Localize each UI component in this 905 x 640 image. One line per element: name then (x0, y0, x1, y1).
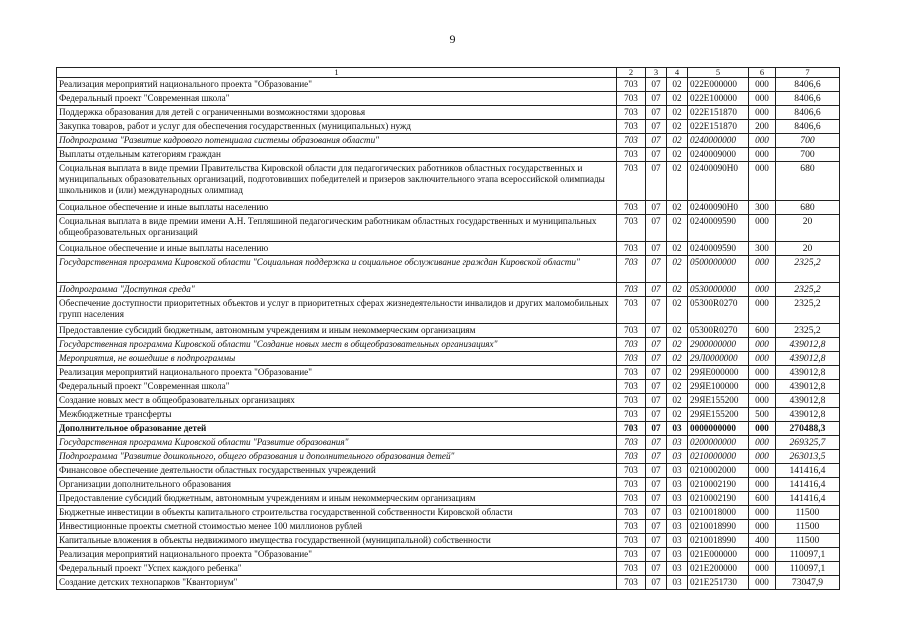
row-name-cell: Капитальные вложения в объекты недвижимого имущества государственной (муниципальной) собственности (57, 534, 617, 548)
row-expense-type-cell: 000 (749, 297, 776, 324)
row-subsection-cell: 03 (667, 464, 688, 478)
row-subsection-cell: 03 (667, 576, 688, 590)
row-subsection-cell: 03 (667, 534, 688, 548)
table-row (57, 106, 840, 120)
row-target-article-cell: 05300R0270 (688, 297, 749, 324)
header-cell-subsection: 4 (667, 68, 688, 78)
row-name-cell: Социальное обеспечение и иные выплаты населению (57, 242, 617, 256)
row-subsection-cell: 02 (667, 201, 688, 215)
row-amount-cell: 700 (776, 148, 840, 162)
row-subsection-cell: 03 (667, 506, 688, 520)
row-section-cell: 07 (646, 548, 667, 562)
table-row (57, 338, 840, 352)
row-target-article-cell: 0240000000 (688, 134, 749, 148)
table-row (57, 366, 840, 380)
row-ministry-cell: 703 (617, 478, 646, 492)
table-row (57, 324, 840, 338)
row-expense-type-cell: 000 (749, 366, 776, 380)
budget-table (56, 67, 840, 590)
row-subsection-cell: 02 (667, 215, 688, 242)
row-section-cell: 07 (646, 106, 667, 120)
row-amount-cell: 141416,4 (776, 492, 840, 506)
row-target-article-cell: 021E000000 (688, 548, 749, 562)
row-ministry-cell: 703 (617, 120, 646, 134)
row-section-cell: 07 (646, 256, 667, 283)
row-section-cell: 07 (646, 283, 667, 297)
row-section-cell: 07 (646, 297, 667, 324)
row-ministry-cell: 703 (617, 436, 646, 450)
row-target-article-cell: 0210018990 (688, 520, 749, 534)
row-section-cell: 07 (646, 162, 667, 201)
table-row (57, 506, 840, 520)
row-name-cell: Предоставление субсидий бюджетным, автономным учреждениям и иным некоммерческим организациям (57, 492, 617, 506)
row-expense-type-cell: 200 (749, 120, 776, 134)
row-ministry-cell: 703 (617, 134, 646, 148)
row-amount-cell: 8406,6 (776, 120, 840, 134)
row-section-cell: 07 (646, 576, 667, 590)
row-subsection-cell: 02 (667, 256, 688, 283)
page-number: 9 (449, 32, 456, 46)
row-subsection-cell: 02 (667, 394, 688, 408)
row-section-cell: 07 (646, 422, 667, 436)
row-name-cell: Межбюджетные трансферты (57, 408, 617, 422)
table-row (57, 576, 840, 590)
table-row (57, 148, 840, 162)
row-section-cell: 07 (646, 492, 667, 506)
table-row (57, 464, 840, 478)
row-section-cell: 07 (646, 534, 667, 548)
row-amount-cell: 11500 (776, 506, 840, 520)
row-name-cell: Организации дополнительного образования (57, 478, 617, 492)
header-cell-target-article: 5 (688, 68, 749, 78)
row-amount-cell: 439012,8 (776, 366, 840, 380)
row-target-article-cell: 0530000000 (688, 283, 749, 297)
row-ministry-cell: 703 (617, 394, 646, 408)
row-amount-cell: 2325,2 (776, 283, 840, 297)
row-expense-type-cell: 000 (749, 352, 776, 366)
row-ministry-cell: 703 (617, 352, 646, 366)
row-name-cell: Федеральный проект "Современная школа" (57, 92, 617, 106)
row-subsection-cell: 02 (667, 242, 688, 256)
row-name-cell: Социальное обеспечение и иные выплаты населению (57, 201, 617, 215)
row-section-cell: 07 (646, 394, 667, 408)
table-row (57, 201, 840, 215)
row-subsection-cell: 02 (667, 134, 688, 148)
row-ministry-cell: 703 (617, 148, 646, 162)
row-ministry-cell: 703 (617, 338, 646, 352)
row-expense-type-cell: 300 (749, 201, 776, 215)
table-row (57, 242, 840, 256)
row-name-cell: Инвестиционные проекты сметной стоимостью менее 100 миллионов рублей (57, 520, 617, 534)
table-row (57, 92, 840, 106)
row-name-cell: Закупка товаров, работ и услуг для обеспечения государственных (муниципальных) нужд (57, 120, 617, 134)
row-expense-type-cell: 000 (749, 215, 776, 242)
row-amount-cell: 141416,4 (776, 464, 840, 478)
row-name-cell: Создание новых мест в общеобразовательных организациях (57, 394, 617, 408)
table-row (57, 562, 840, 576)
table-row (57, 352, 840, 366)
row-name-cell: Реализация мероприятий национального проекта "Образование" (57, 548, 617, 562)
row-amount-cell: 11500 (776, 520, 840, 534)
row-section-cell: 07 (646, 506, 667, 520)
row-ministry-cell: 703 (617, 283, 646, 297)
row-ministry-cell: 703 (617, 297, 646, 324)
row-ministry-cell: 703 (617, 492, 646, 506)
row-target-article-cell: 022E000000 (688, 78, 749, 92)
row-target-article-cell: 0240009590 (688, 215, 749, 242)
row-subsection-cell: 03 (667, 548, 688, 562)
row-expense-type-cell: 000 (749, 548, 776, 562)
row-subsection-cell: 02 (667, 380, 688, 394)
row-ministry-cell: 703 (617, 242, 646, 256)
row-amount-cell: 700 (776, 134, 840, 148)
row-expense-type-cell: 000 (749, 134, 776, 148)
row-subsection-cell: 02 (667, 78, 688, 92)
row-amount-cell: 110097,1 (776, 562, 840, 576)
row-target-article-cell: 29ЯE155200 (688, 408, 749, 422)
row-expense-type-cell: 000 (749, 422, 776, 436)
row-amount-cell: 680 (776, 201, 840, 215)
row-section-cell: 07 (646, 478, 667, 492)
table-header-row (57, 68, 840, 78)
row-target-article-cell: 0210000000 (688, 450, 749, 464)
row-amount-cell: 8406,6 (776, 106, 840, 120)
table-row (57, 422, 840, 436)
row-subsection-cell: 02 (667, 120, 688, 134)
row-amount-cell: 20 (776, 242, 840, 256)
row-target-article-cell: 0200000000 (688, 436, 749, 450)
row-ministry-cell: 703 (617, 201, 646, 215)
table-row (57, 436, 840, 450)
row-subsection-cell: 03 (667, 520, 688, 534)
row-ministry-cell: 703 (617, 576, 646, 590)
header-cell-name: 1 (57, 68, 617, 78)
row-expense-type-cell: 000 (749, 576, 776, 590)
row-target-article-cell: 29Л0000000 (688, 352, 749, 366)
row-ministry-cell: 703 (617, 506, 646, 520)
row-name-cell: Государственная программа Кировской области "Создание новых мест в общеобразовательных организациях" (57, 338, 617, 352)
table-row (57, 134, 840, 148)
row-name-cell: Подпрограмма "Развитие кадрового потенциала системы образования области" (57, 134, 617, 148)
row-name-cell: Государственная программа Кировской области "Социальная поддержка и социальное обслуживание граждан Кировской области" (57, 256, 617, 283)
row-ministry-cell: 703 (617, 92, 646, 106)
row-section-cell: 07 (646, 380, 667, 394)
row-ministry-cell: 703 (617, 422, 646, 436)
row-amount-cell: 439012,8 (776, 380, 840, 394)
row-expense-type-cell: 000 (749, 380, 776, 394)
header-cell-ministry: 2 (617, 68, 646, 78)
row-target-article-cell: 2900000000 (688, 338, 749, 352)
row-name-cell: Дополнительное образование детей (57, 422, 617, 436)
row-expense-type-cell: 500 (749, 408, 776, 422)
row-name-cell: Бюджетные инвестиции в объекты капитального строительства государственной собственности Кировской области (57, 506, 617, 520)
row-amount-cell: 439012,8 (776, 408, 840, 422)
row-amount-cell: 270488,3 (776, 422, 840, 436)
row-section-cell: 07 (646, 520, 667, 534)
row-amount-cell: 2325,2 (776, 324, 840, 338)
row-subsection-cell: 03 (667, 562, 688, 576)
row-amount-cell: 439012,8 (776, 338, 840, 352)
row-expense-type-cell: 000 (749, 106, 776, 120)
row-expense-type-cell: 300 (749, 242, 776, 256)
row-expense-type-cell: 600 (749, 492, 776, 506)
row-section-cell: 07 (646, 408, 667, 422)
row-amount-cell: 269325,7 (776, 436, 840, 450)
row-expense-type-cell: 000 (749, 78, 776, 92)
row-ministry-cell: 703 (617, 78, 646, 92)
row-target-article-cell: 05300R0270 (688, 324, 749, 338)
row-subsection-cell: 02 (667, 92, 688, 106)
row-ministry-cell: 703 (617, 520, 646, 534)
row-subsection-cell: 02 (667, 297, 688, 324)
row-target-article-cell: 022E151870 (688, 120, 749, 134)
row-ministry-cell: 703 (617, 256, 646, 283)
row-ministry-cell: 703 (617, 366, 646, 380)
row-expense-type-cell: 000 (749, 478, 776, 492)
row-subsection-cell: 03 (667, 422, 688, 436)
table-row (57, 520, 840, 534)
row-amount-cell: 73047,9 (776, 576, 840, 590)
row-section-cell: 07 (646, 215, 667, 242)
row-ministry-cell: 703 (617, 106, 646, 120)
row-name-cell: Социальная выплата в виде премии Правительства Кировской области для педагогических работников областных государственных и муниципальных образовательных организаций, подготовивших победителей и призеров заключительного этапа всероссийской олимпиады школьников и (или) международных олимпиад (57, 162, 617, 201)
row-section-cell: 07 (646, 338, 667, 352)
table-row (57, 256, 840, 283)
row-target-article-cell: 0240009000 (688, 148, 749, 162)
row-name-cell: Федеральный проект "Успех каждого ребенка" (57, 562, 617, 576)
table-row (57, 548, 840, 562)
row-expense-type-cell: 000 (749, 148, 776, 162)
row-name-cell: Финансовое обеспечение деятельности областных государственных учреждений (57, 464, 617, 478)
row-target-article-cell: 0210002000 (688, 464, 749, 478)
row-expense-type-cell: 000 (749, 520, 776, 534)
row-ministry-cell: 703 (617, 215, 646, 242)
row-section-cell: 07 (646, 436, 667, 450)
table-row (57, 215, 840, 242)
row-expense-type-cell: 000 (749, 562, 776, 576)
row-name-cell: Поддержка образования для детей с ограниченными возможностями здоровья (57, 106, 617, 120)
row-target-article-cell: 022E100000 (688, 92, 749, 106)
row-target-article-cell: 0210002190 (688, 492, 749, 506)
row-name-cell: Социальная выплата в виде премии имени А.Н. Тепляшиной педагогическим работникам областных государственных и муниципальных общеобразовательных организаций (57, 215, 617, 242)
row-target-article-cell: 0240009590 (688, 242, 749, 256)
row-section-cell: 07 (646, 134, 667, 148)
table-row (57, 78, 840, 92)
row-section-cell: 07 (646, 366, 667, 380)
row-target-article-cell: 022E151870 (688, 106, 749, 120)
row-name-cell: Выплаты отдельным категориям граждан (57, 148, 617, 162)
row-expense-type-cell: 600 (749, 324, 776, 338)
row-subsection-cell: 02 (667, 352, 688, 366)
row-name-cell: Подпрограмма "Доступная среда" (57, 283, 617, 297)
row-target-article-cell: 02400090H0 (688, 162, 749, 201)
row-expense-type-cell: 000 (749, 162, 776, 201)
header-cell-section: 3 (646, 68, 667, 78)
row-subsection-cell: 02 (667, 148, 688, 162)
row-name-cell: Создание детских технопарков "Кванториум" (57, 576, 617, 590)
row-ministry-cell: 703 (617, 380, 646, 394)
row-target-article-cell: 0210018000 (688, 506, 749, 520)
row-subsection-cell: 02 (667, 106, 688, 120)
row-section-cell: 07 (646, 92, 667, 106)
table-row (57, 162, 840, 201)
row-ministry-cell: 703 (617, 534, 646, 548)
row-name-cell: Федеральный проект "Современная школа" (57, 380, 617, 394)
row-section-cell: 07 (646, 120, 667, 134)
row-target-article-cell: 021E200000 (688, 562, 749, 576)
row-amount-cell: 20 (776, 215, 840, 242)
row-expense-type-cell: 000 (749, 338, 776, 352)
row-subsection-cell: 02 (667, 162, 688, 201)
row-expense-type-cell: 000 (749, 436, 776, 450)
row-section-cell: 07 (646, 352, 667, 366)
row-subsection-cell: 03 (667, 478, 688, 492)
row-target-article-cell: 29ЯE100000 (688, 380, 749, 394)
table-row (57, 297, 840, 324)
row-expense-type-cell: 400 (749, 534, 776, 548)
row-subsection-cell: 03 (667, 492, 688, 506)
row-subsection-cell: 03 (667, 450, 688, 464)
row-name-cell: Мероприятия, не вошедшие в подпрограммы (57, 352, 617, 366)
row-expense-type-cell: 000 (749, 464, 776, 478)
row-section-cell: 07 (646, 450, 667, 464)
row-amount-cell: 2325,2 (776, 297, 840, 324)
table-body (57, 78, 840, 590)
row-subsection-cell: 02 (667, 408, 688, 422)
row-section-cell: 07 (646, 148, 667, 162)
row-ministry-cell: 703 (617, 408, 646, 422)
table-row (57, 380, 840, 394)
table-row (57, 492, 840, 506)
row-ministry-cell: 703 (617, 562, 646, 576)
row-expense-type-cell: 000 (749, 450, 776, 464)
table-row (57, 283, 840, 297)
row-amount-cell: 8406,6 (776, 92, 840, 106)
row-target-article-cell: 021E251730 (688, 576, 749, 590)
row-section-cell: 07 (646, 201, 667, 215)
row-section-cell: 07 (646, 242, 667, 256)
row-target-article-cell: 0000000000 (688, 422, 749, 436)
row-expense-type-cell: 000 (749, 92, 776, 106)
table-row (57, 450, 840, 464)
row-subsection-cell: 02 (667, 366, 688, 380)
row-name-cell: Подпрограмма "Развитие дошкольного, общего образования и дополнительного образования детей" (57, 450, 617, 464)
row-target-article-cell: 0210018990 (688, 534, 749, 548)
row-amount-cell: 263013,5 (776, 450, 840, 464)
row-ministry-cell: 703 (617, 464, 646, 478)
row-amount-cell: 141416,4 (776, 478, 840, 492)
table-row (57, 478, 840, 492)
table-row (57, 408, 840, 422)
row-ministry-cell: 703 (617, 450, 646, 464)
row-expense-type-cell: 000 (749, 506, 776, 520)
row-amount-cell: 2325,2 (776, 256, 840, 283)
row-expense-type-cell: 000 (749, 283, 776, 297)
row-name-cell: Реализация мероприятий национального проекта "Образование" (57, 366, 617, 380)
row-amount-cell: 8406,6 (776, 78, 840, 92)
row-name-cell: Предоставление субсидий бюджетным, автономным учреждениям и иным некоммерческим организациям (57, 324, 617, 338)
row-ministry-cell: 703 (617, 162, 646, 201)
row-name-cell: Обеспечение доступности приоритетных объектов и услуг в приоритетных сферах жизнедеятельности инвалидов и других маломобильных групп населения (57, 297, 617, 324)
row-target-article-cell: 02400090H0 (688, 201, 749, 215)
row-amount-cell: 110097,1 (776, 548, 840, 562)
row-subsection-cell: 03 (667, 436, 688, 450)
row-name-cell: Реализация мероприятий национального проекта "Образование" (57, 78, 617, 92)
row-subsection-cell: 02 (667, 324, 688, 338)
row-ministry-cell: 703 (617, 324, 646, 338)
row-expense-type-cell: 000 (749, 256, 776, 283)
row-amount-cell: 680 (776, 162, 840, 201)
row-expense-type-cell: 000 (749, 394, 776, 408)
row-ministry-cell: 703 (617, 548, 646, 562)
row-section-cell: 07 (646, 562, 667, 576)
header-cell-expense-type: 6 (749, 68, 776, 78)
table-row (57, 120, 840, 134)
row-target-article-cell: 0210002190 (688, 478, 749, 492)
row-section-cell: 07 (646, 464, 667, 478)
row-amount-cell: 439012,8 (776, 394, 840, 408)
row-target-article-cell: 29ЯE155200 (688, 394, 749, 408)
row-subsection-cell: 02 (667, 338, 688, 352)
row-section-cell: 07 (646, 324, 667, 338)
table-row (57, 534, 840, 548)
row-section-cell: 07 (646, 78, 667, 92)
row-target-article-cell: 29ЯE000000 (688, 366, 749, 380)
table-row (57, 394, 840, 408)
row-amount-cell: 439012,8 (776, 352, 840, 366)
row-target-article-cell: 0500000000 (688, 256, 749, 283)
row-subsection-cell: 02 (667, 283, 688, 297)
row-amount-cell: 11500 (776, 534, 840, 548)
row-name-cell: Государственная программа Кировской области "Развитие образования" (57, 436, 617, 450)
header-cell-amount: 7 (776, 68, 840, 78)
